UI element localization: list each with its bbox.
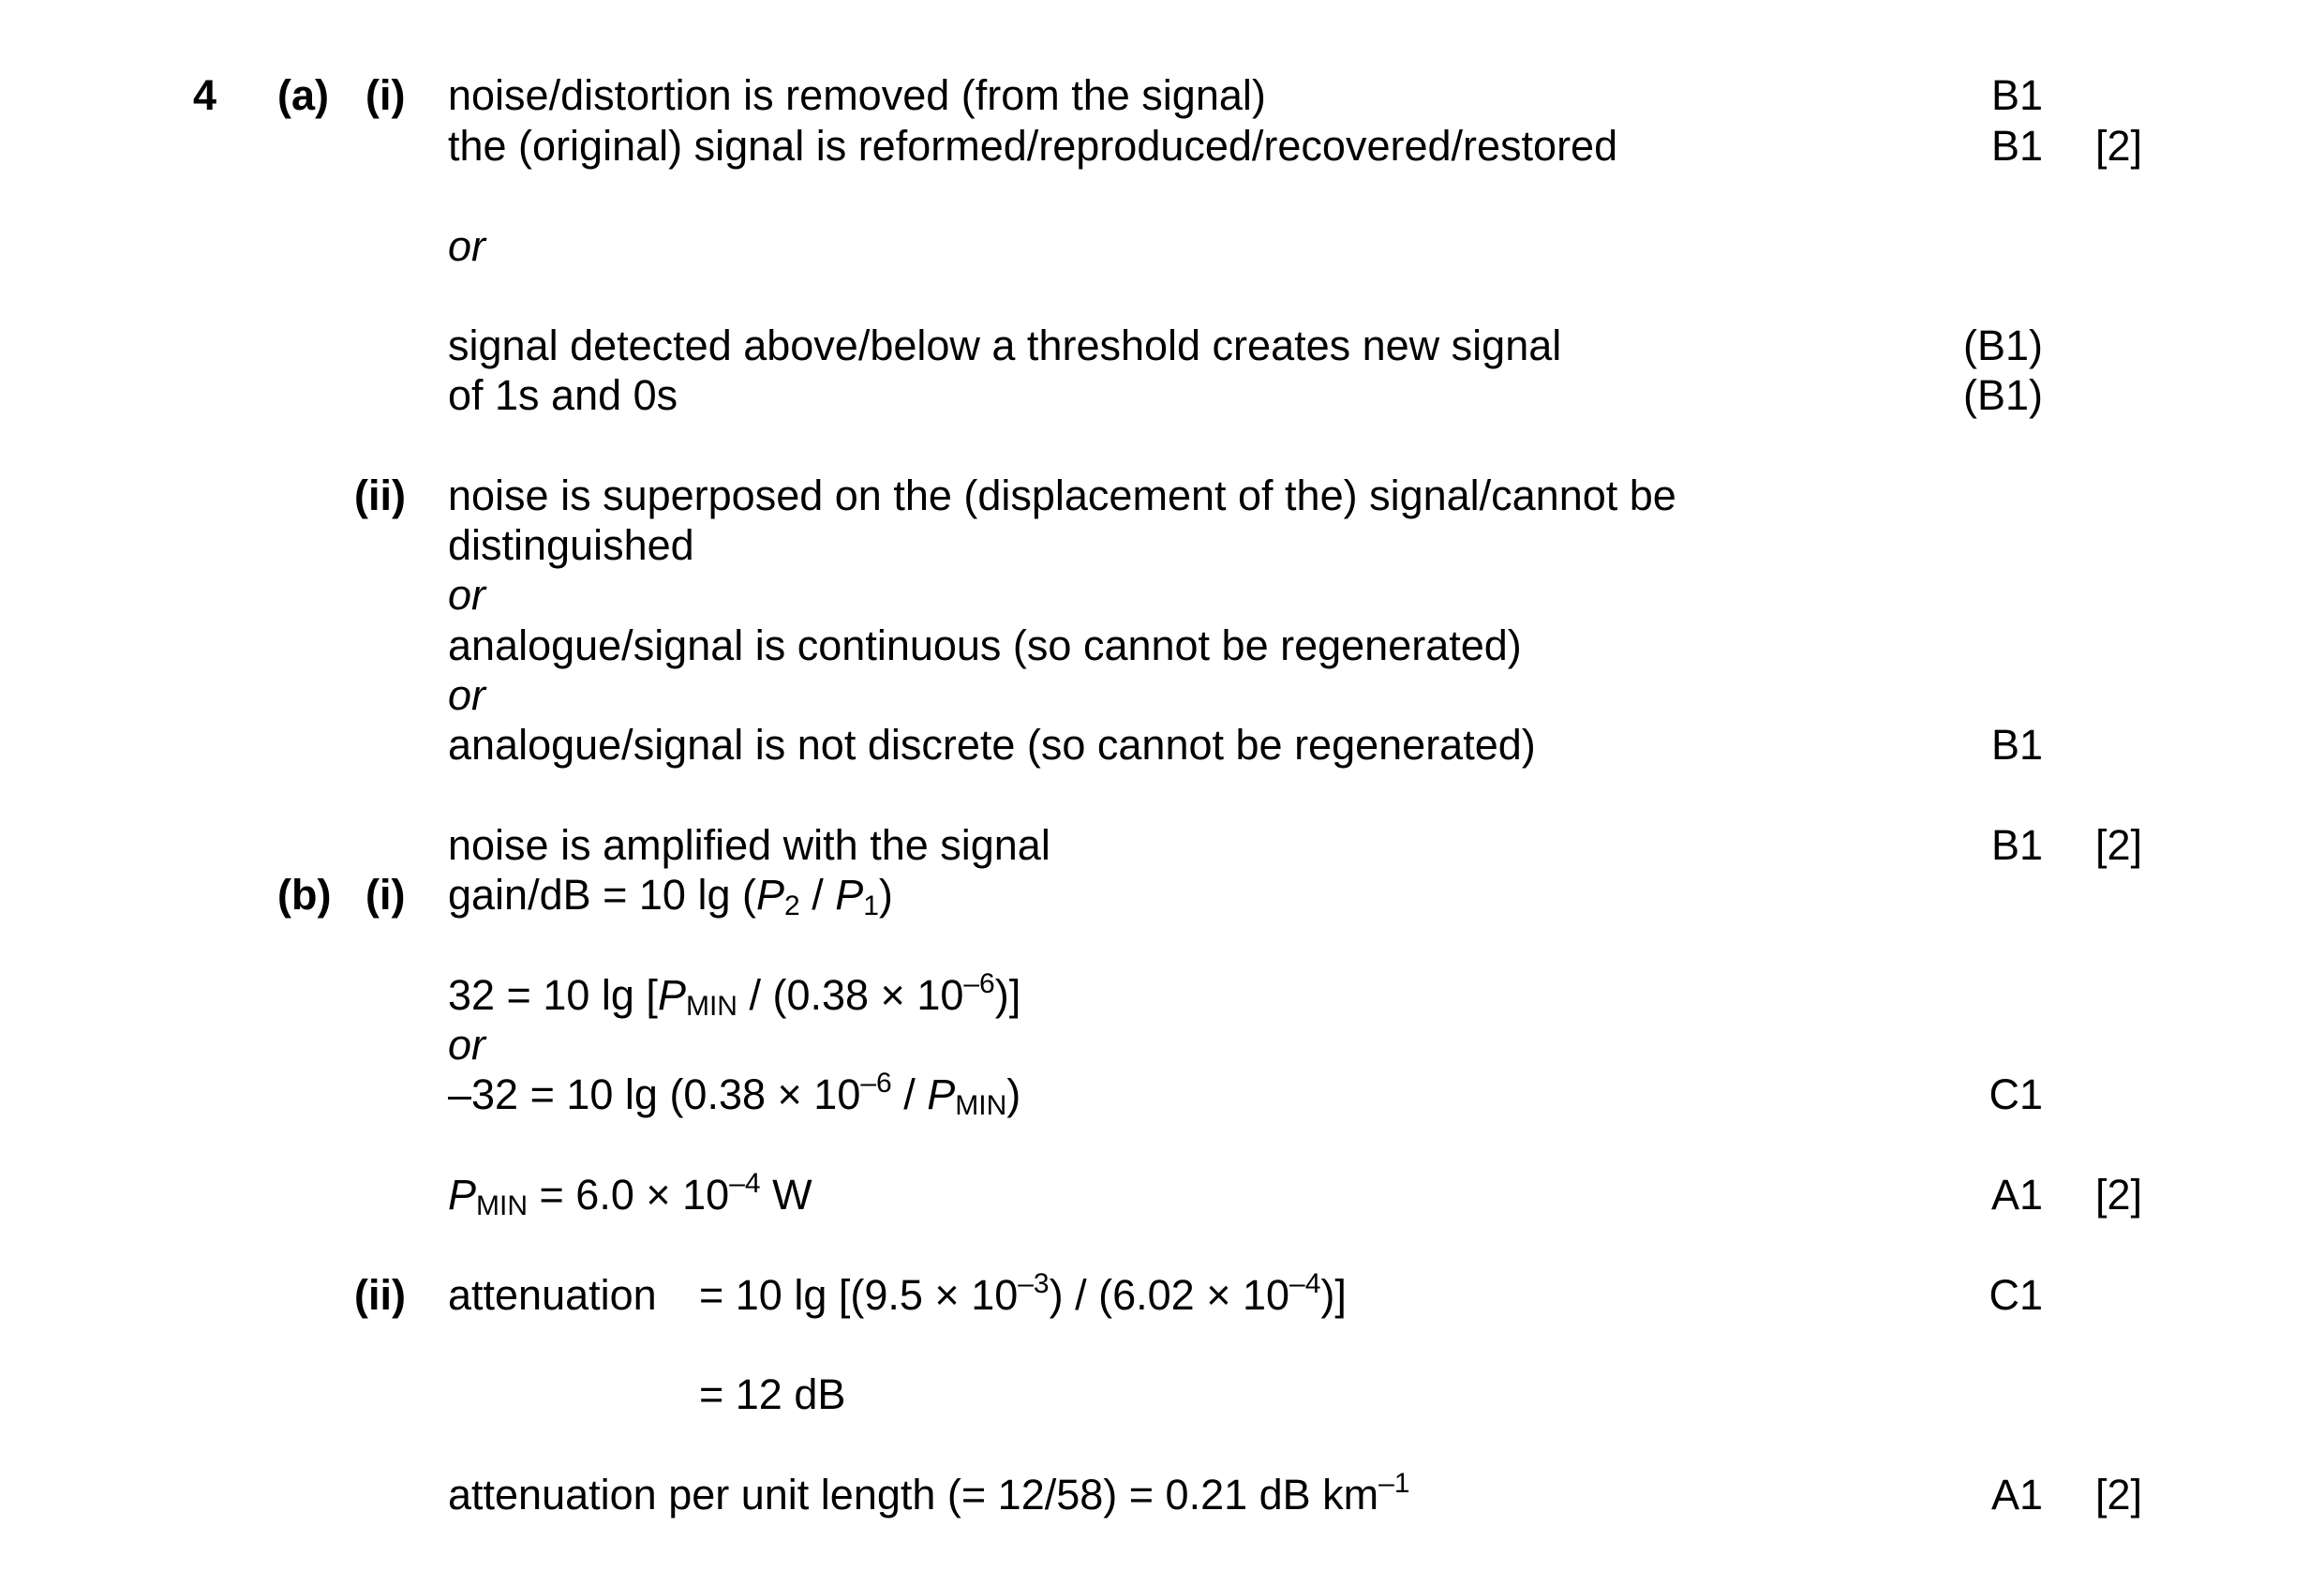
b-ii-equation-3: attenuation per unit length (= 12/58) = 0.21 dB $km^{-1}$	[448, 1468, 1410, 1519]
part-a-i-label: (i)	[365, 71, 406, 119]
b-ii-total: [2]	[2095, 1471, 2143, 1519]
b-i-equation-1: gain/dB = 10 $\lg (P_2 / P_1)$	[448, 871, 893, 921]
a-ii-line-4: analogue/signal is not discrete (so cannot be regenerated)	[448, 721, 1536, 769]
a-ii-mark-1: B1	[1990, 721, 2043, 769]
a-i-line-2: the (original) signal is reformed/reproduced/recovered/restored	[448, 122, 1618, 170]
a-ii-line-1: noise is superposed on the (displacement of the) signal/cannot be	[448, 471, 1676, 519]
a-ii-total: [2]	[2095, 821, 2143, 869]
b-i-equation-2: 32 = 10 $\lg [P_{MIN} / (0.38 \times 10^{-6})]$	[448, 968, 1021, 1022]
part-b-ii-label: (ii)	[354, 1271, 406, 1319]
a-i-mark-2: B1	[1990, 122, 2043, 170]
b-ii-equation-1: = 10 $\lg [(9.5 \times 10^{-3}) / (6.02 \times 10^{-4})]$	[699, 1268, 1347, 1319]
part-a-label: (a)	[277, 71, 329, 119]
a-i-mark-3: (B1)	[1962, 322, 2043, 369]
a-ii-line-5: noise is amplified with the signal	[448, 821, 1050, 869]
a-i-mark-1: B1	[1990, 71, 2043, 119]
b-i-equation-4: $P_{MIN} = 6.0 \times 10^{-4}$ W	[448, 1168, 812, 1221]
b-i-or: or	[448, 1021, 486, 1069]
a-i-mark-4: (B1)	[1962, 371, 2043, 419]
b-i-mark-1: C1	[1989, 1070, 2043, 1118]
a-ii-line-3: analogue/signal is continuous (so cannot be regenerated)	[448, 621, 1522, 669]
a-ii-line-2: distinguished	[448, 521, 694, 569]
a-ii-or-2: or	[448, 671, 486, 719]
part-b-label: (b)	[277, 871, 332, 919]
a-i-or: or	[448, 222, 486, 270]
b-ii-mark-2: A1	[1990, 1471, 2043, 1519]
a-ii-or-1: or	[448, 571, 486, 619]
question-number: 4	[193, 71, 217, 119]
a-i-total: [2]	[2095, 122, 2143, 170]
b-ii-attenuation-label: attenuation	[448, 1271, 657, 1319]
b-ii-mark-1: C1	[1989, 1271, 2043, 1319]
a-i-line-1: noise/distortion is removed (from the signal)	[448, 71, 1266, 119]
b-i-equation-3: –32 = 10 $\lg (0.38 \times 10^{-6} / P_{MIN})$	[448, 1068, 1021, 1121]
b-ii-equation-2: = 12 dB	[699, 1370, 846, 1418]
a-i-line-4: of 1s and 0s	[448, 371, 678, 419]
a-i-line-3: signal detected above/below a threshold creates new signal	[448, 322, 1562, 369]
part-a-ii-label: (ii)	[354, 471, 406, 519]
b-i-total: [2]	[2095, 1171, 2143, 1219]
part-b-i-label: (i)	[365, 871, 406, 919]
b-i-mark-2: A1	[1990, 1171, 2043, 1219]
a-ii-mark-2: B1	[1990, 821, 2043, 869]
